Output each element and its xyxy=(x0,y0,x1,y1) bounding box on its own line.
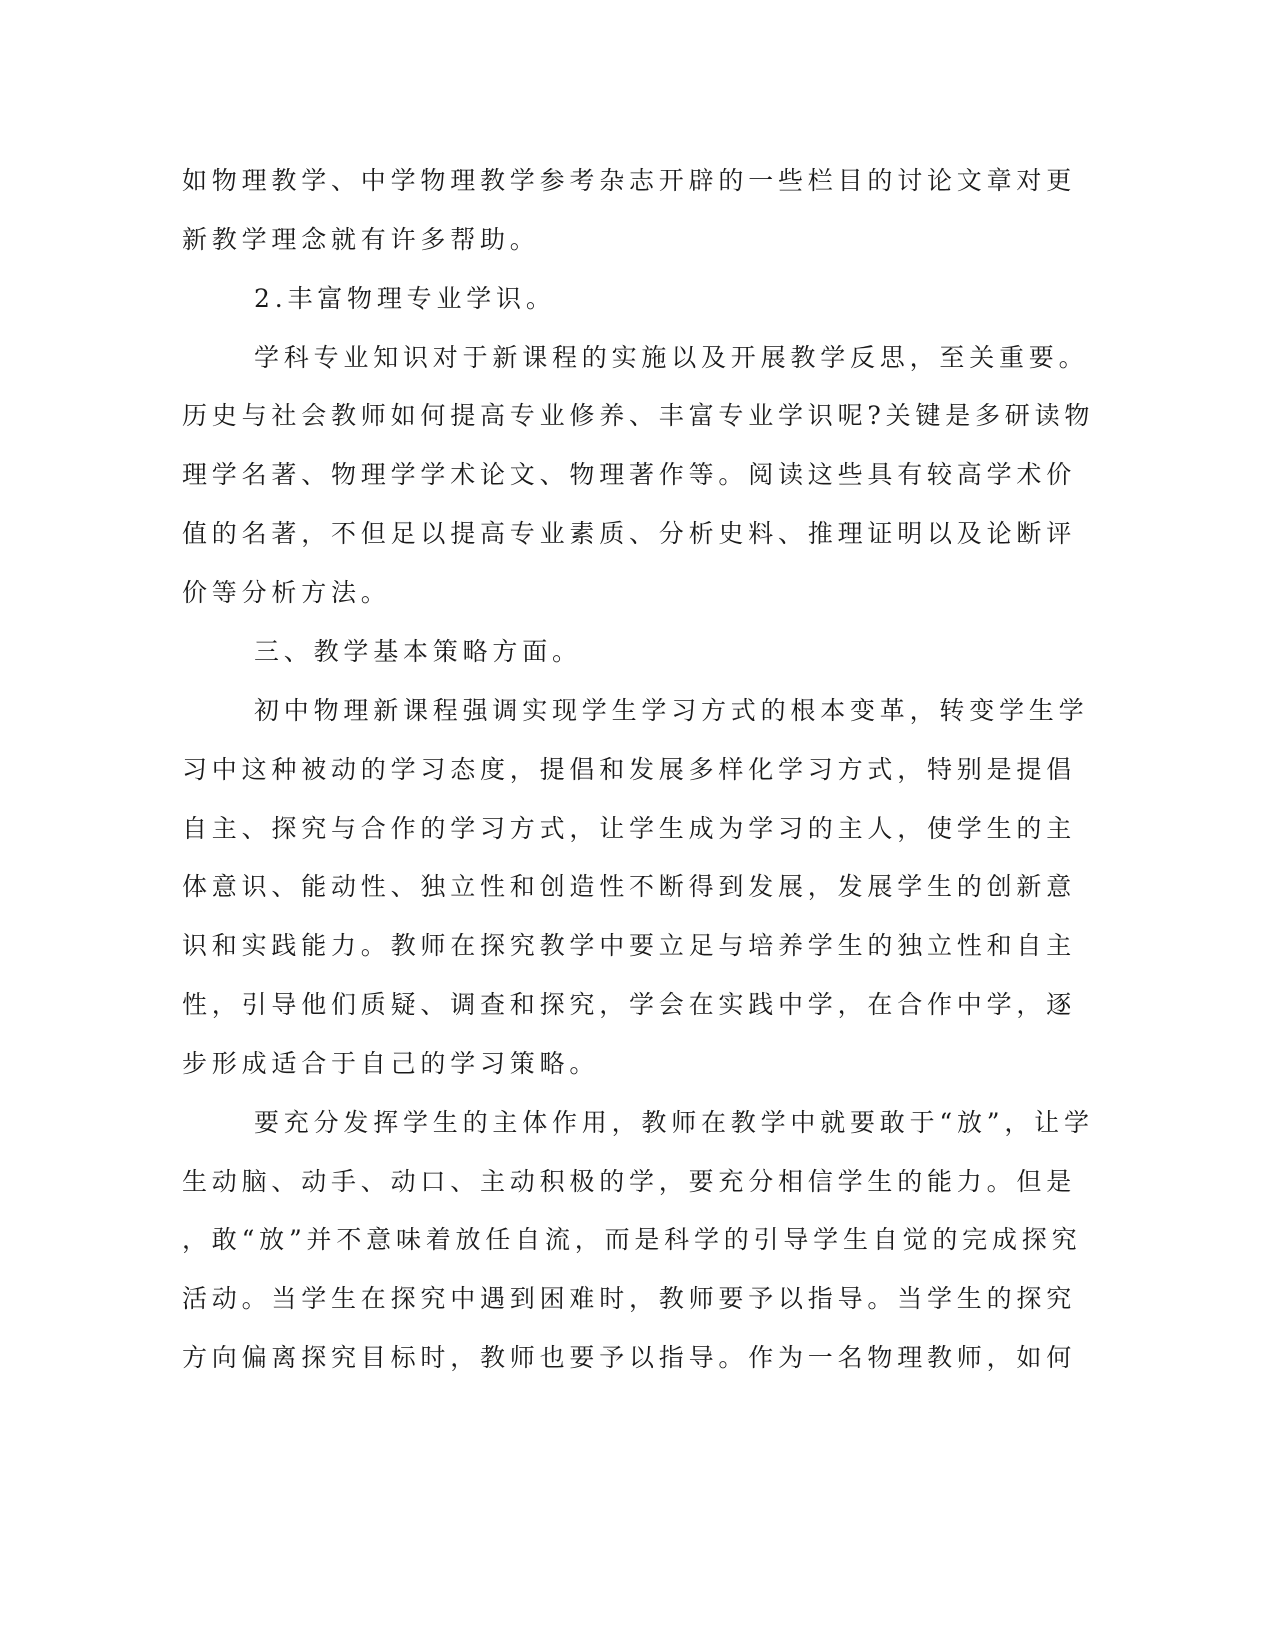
text-line: 体意识、能动性、独立性和创造性不断得到发展，发展学生的创新意 xyxy=(182,872,1077,901)
text-line: ，敢“放”并不意味着放任自流，而是科学的引导学生自觉的完成探究 xyxy=(182,1225,1082,1254)
text-line: 识和实践能力。教师在探究教学中要立足与培养学生的独立性和自主 xyxy=(182,931,1077,960)
text-line: 新教学理念就有许多帮助。 xyxy=(182,225,540,254)
text-line: 性，引导他们质疑、调查和探究，学会在实践中学，在合作中学，逐 xyxy=(182,990,1077,1019)
text-line: 自主、探究与合作的学习方式，让学生成为学习的主人，使学生的主 xyxy=(182,814,1077,843)
text-line: 生动脑、动手、动口、主动积极的学，要充分相信学生的能力。但是 xyxy=(182,1167,1077,1196)
text-line: 值的名著，不但足以提高专业素质、分析史料、推理证明以及论断评 xyxy=(182,519,1077,548)
text-line: 初中物理新课程强调实现学生学习方式的根本变革，转变学生学 xyxy=(254,696,1089,725)
text-line: 价等分析方法。 xyxy=(182,578,391,607)
text-line: 学科专业知识对于新课程的实施以及开展教学反思，至关重要。 xyxy=(254,343,1089,372)
text-line: 如物理教学、中学物理教学参考杂志开辟的一些栏目的讨论文章对更 xyxy=(182,166,1077,195)
text-line: 习中这种被动的学习态度，提倡和发展多样化学习方式，特别是提倡 xyxy=(182,755,1077,784)
section-heading: 2.丰富物理专业学识。 xyxy=(254,284,556,313)
text-line: 方向偏离探究目标时，教师也要予以指导。作为一名物理教师，如何 xyxy=(182,1343,1077,1372)
text-line: 活动。当学生在探究中遇到困难时，教师要予以指导。当学生的探究 xyxy=(182,1284,1077,1313)
text-line: 步形成适合于自己的学习策略。 xyxy=(182,1049,600,1078)
text-line: 历史与社会教师如何提高专业修养、丰富专业学识呢?关键是多研读物 xyxy=(182,401,1095,430)
text-line: 理学名著、物理学学术论文、物理著作等。阅读这些具有较高学术价 xyxy=(182,460,1077,489)
text-line: 要充分发挥学生的主体作用，教师在教学中就要敢于“放”，让学 xyxy=(254,1108,1094,1137)
section-heading: 三、教学基本策略方面。 xyxy=(254,637,582,666)
